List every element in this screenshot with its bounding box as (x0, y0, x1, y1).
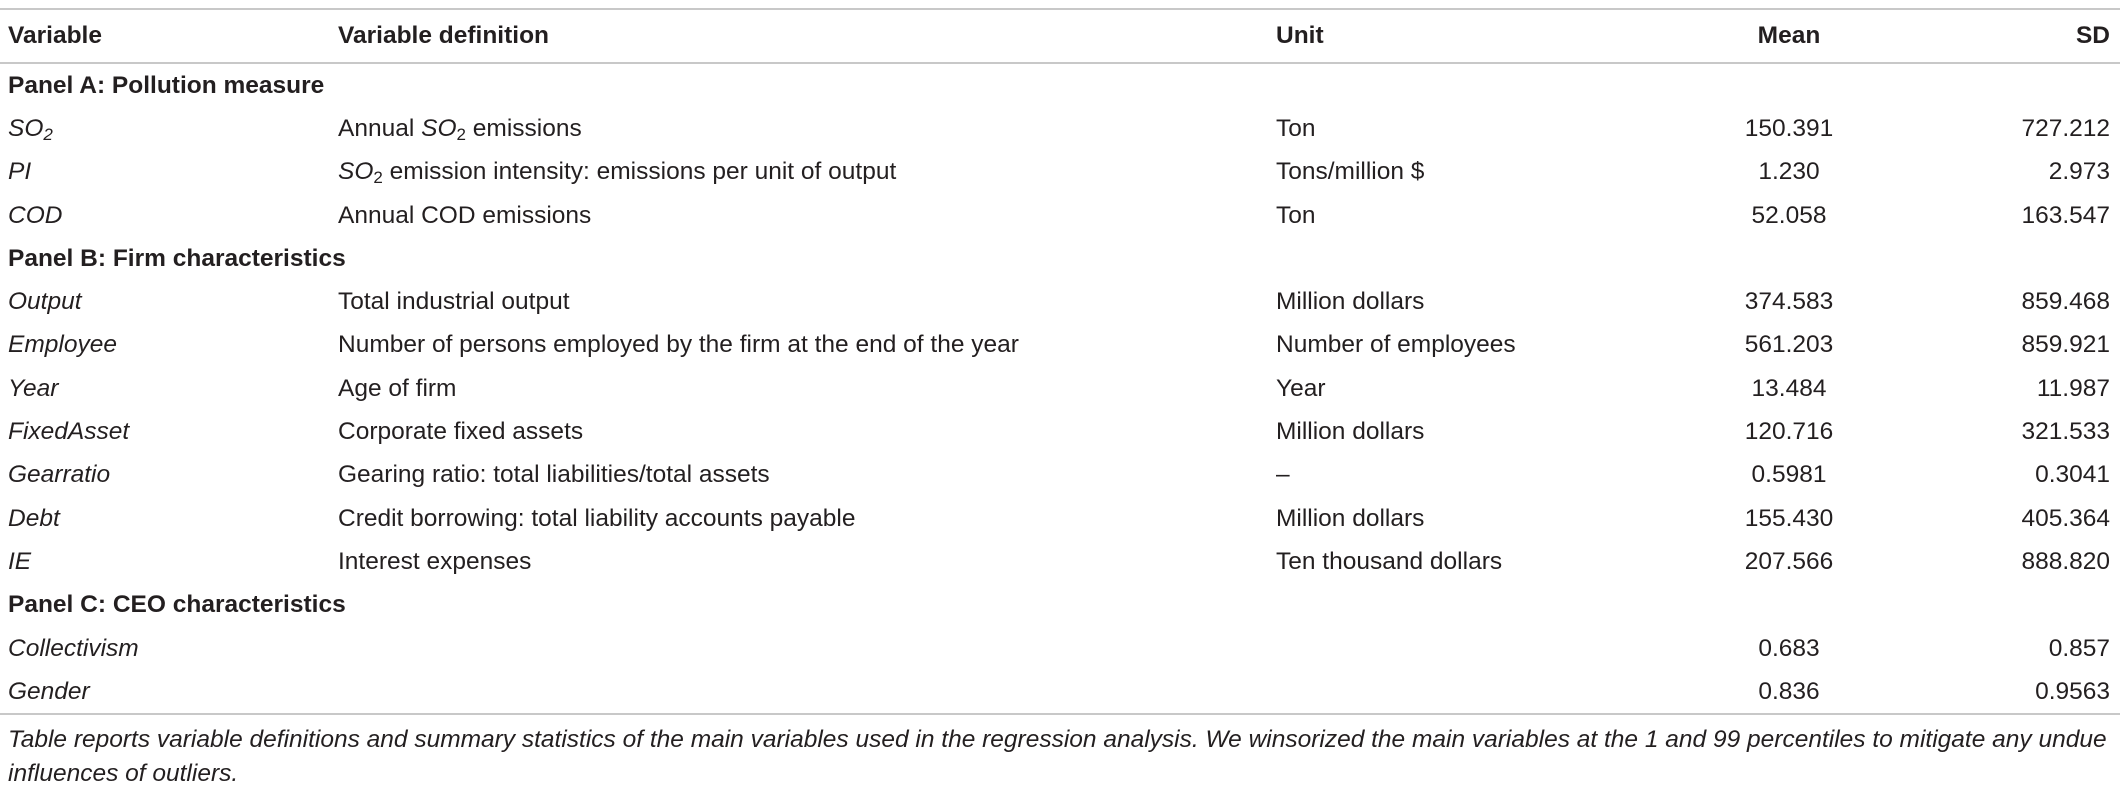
unit-cell: Million dollars (1276, 504, 1425, 532)
unit-cell: – (1276, 461, 1290, 489)
header-definition: Variable definition (338, 22, 550, 49)
panel-a-heading-row (0, 63, 2120, 107)
sd-cell: 405.364 (2021, 504, 2110, 532)
table-row (0, 367, 2120, 410)
variable-cell: Gender (8, 677, 90, 705)
definition-cell: Number of persons employed by the firm at the end of the year (338, 331, 1019, 359)
mean-cell: 561.203 (1744, 331, 1834, 359)
sd-cell: 859.921 (2021, 331, 2110, 359)
panel-c-heading-row (0, 584, 2120, 627)
table-row (0, 107, 2120, 150)
mean-cell: 52.058 (1751, 201, 1827, 229)
unit-cell: Ton (1276, 114, 1316, 142)
variable-cell: Collectivism (8, 634, 139, 662)
unit-cell (1268, 670, 1660, 714)
mean-cell: 1.230 (1758, 158, 1820, 186)
mean-cell: 207.566 (1744, 547, 1834, 575)
mean-cell: 0.5981 (1751, 461, 1827, 489)
table-footnote: Table reports variable definitions and summary statistics of the main variables used in the regression analysis. We winsorized the main variables at the 1 and 99 percentiles to mitigate any undue influences of outliers. (8, 726, 2107, 787)
definition-cell (330, 627, 1268, 670)
unit-cell: Tons/million $ (1276, 158, 1425, 186)
header-sd: SD (2075, 22, 2110, 49)
variable-cell: FixedAsset (8, 418, 130, 446)
variable-cell: COD (8, 201, 63, 229)
sd-cell: 2.973 (2048, 158, 2110, 186)
unit-cell: Ton (1276, 201, 1316, 229)
variable-cell: IE (8, 547, 32, 575)
table-row (0, 324, 2120, 367)
table-row (0, 670, 2120, 714)
panel-b-heading-row (0, 237, 2120, 280)
definition-cell: Age of firm (338, 374, 457, 402)
unit-cell: Million dollars (1276, 418, 1425, 446)
definition-cell (330, 670, 1268, 714)
variable-cell: PI (8, 158, 32, 186)
mean-cell: 13.484 (1751, 374, 1827, 402)
header-mean: Mean (1757, 22, 1821, 49)
table-row (0, 280, 2120, 323)
table-row (0, 540, 2120, 583)
header-variable: Variable (8, 22, 102, 49)
sd-cell: 859.468 (2021, 288, 2110, 316)
sd-cell: 0.857 (2048, 634, 2110, 662)
summary-statistics-table (0, 8, 2120, 715)
header-unit: Unit (1276, 22, 1324, 49)
definition-cell: Corporate fixed assets (338, 418, 584, 446)
table-row (0, 627, 2120, 670)
mean-cell: 155.430 (1744, 504, 1834, 532)
definition-cell: Credit borrowing: total liability accounts payable (338, 504, 856, 532)
table-row (0, 151, 2120, 194)
sd-cell: 888.820 (2021, 547, 2110, 575)
unit-cell (1268, 627, 1660, 670)
variable-cell: Output (8, 288, 82, 316)
sd-cell: 11.987 (2036, 374, 2110, 402)
sd-cell: 0.3041 (2035, 461, 2110, 489)
mean-cell: 120.716 (1744, 418, 1834, 446)
mean-cell: 0.683 (1758, 634, 1820, 662)
panel-c-title: Panel C: CEO characteristics (8, 591, 346, 619)
variable-cell: $SO_2$ (8, 114, 53, 144)
mean-cell: 150.391 (1744, 114, 1834, 142)
definition-cell: Total industrial output (338, 288, 570, 316)
sd-cell: 163.547 (2021, 201, 2110, 229)
table-header-row (0, 9, 2120, 63)
definition-cell: $SO_2$ emission intensity: emissions per unit of output (338, 158, 897, 188)
variable-cell: Debt (8, 504, 60, 532)
definition-cell: Annual COD emissions (338, 201, 592, 229)
variable-cell: Gearratio (8, 461, 111, 489)
variable-cell: Year (8, 374, 59, 402)
table-row (0, 454, 2120, 497)
table-row (0, 410, 2120, 453)
unit-cell: Ten thousand dollars (1276, 547, 1503, 575)
definition-cell: Interest expenses (338, 547, 532, 575)
variable-cell: Employee (8, 331, 117, 359)
definition-cell: Gearing ratio: total liabilities/total assets (338, 461, 770, 489)
panel-a-title: Panel A: Pollution measure (8, 71, 325, 99)
sd-cell: 321.533 (2021, 418, 2110, 446)
sd-cell: 727.212 (2021, 114, 2110, 142)
definition-cell: Annual $SO_2$ emissions (338, 114, 582, 144)
sd-cell: 0.9563 (2035, 677, 2110, 705)
panel-b-title: Panel B: Firm characteristics (8, 244, 346, 272)
mean-cell: 374.583 (1744, 288, 1834, 316)
unit-cell: Million dollars (1276, 288, 1425, 316)
mean-cell: 0.836 (1758, 677, 1820, 705)
table-row (0, 497, 2120, 540)
unit-cell: Number of employees (1276, 331, 1516, 359)
unit-cell: Year (1276, 374, 1326, 402)
table-row (0, 194, 2120, 237)
